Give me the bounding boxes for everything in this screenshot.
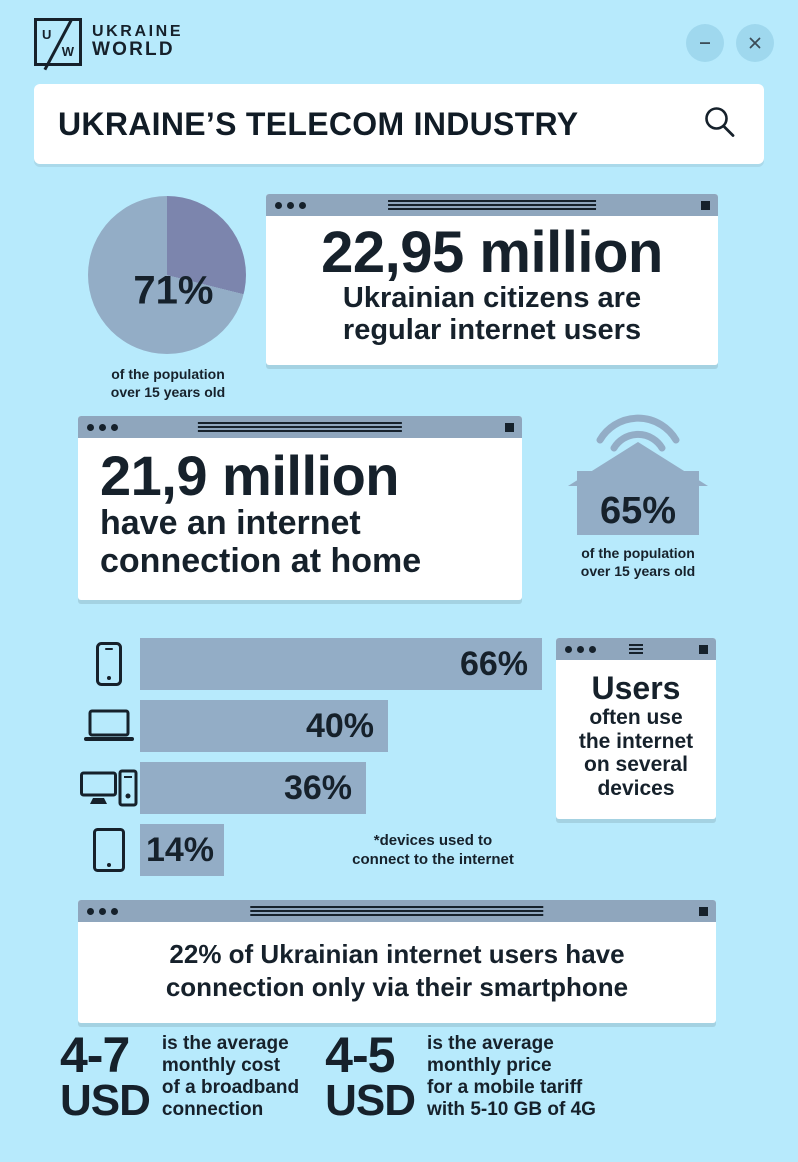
window-dot-icon — [565, 646, 572, 653]
smartphone-only-line-2: connection only via their smartphone — [165, 971, 629, 1002]
bar-value-tablet: 14% — [140, 824, 224, 876]
users-card-title: Users — [591, 670, 681, 706]
pie-caption-line-1: of the population — [111, 366, 225, 382]
brand-line-1: UKRAINE — [92, 22, 184, 40]
window-dot-icon — [87, 908, 94, 915]
window-titlebar — [78, 900, 716, 922]
window-square-icon — [699, 907, 708, 916]
internet-users-card — [266, 194, 718, 365]
house-caption-line-1: of the population — [581, 545, 695, 561]
broadband-text-line-4: connection — [161, 1098, 264, 1120]
broadband-text-line-3: of a broadband — [161, 1076, 300, 1098]
price-mobile — [325, 1027, 596, 1125]
bar-row-laptop — [78, 698, 548, 754]
home-connection-card — [78, 416, 522, 600]
home-internet-house-chart — [556, 410, 720, 580]
bar-value-smartphone: 66% — [140, 638, 542, 690]
mobile-text-line-4: with 5-10 GB of 4G — [427, 1098, 596, 1120]
window-dot-icon — [111, 908, 118, 915]
minimize-icon — [697, 35, 713, 51]
broadband-price-value — [60, 1027, 150, 1125]
population-pie-chart — [88, 196, 248, 401]
window-titlebar — [556, 638, 716, 660]
multi-device-users-card — [556, 638, 716, 819]
users-card-line-1: often use — [589, 705, 683, 729]
home-connection-line-1: have an internet — [100, 504, 361, 542]
broadband-text-line-1: is the average — [161, 1032, 289, 1054]
close-button[interactable] — [736, 24, 774, 62]
brand-line-2: WORLD — [92, 39, 175, 61]
brand-name — [92, 24, 183, 61]
home-connection-body — [78, 438, 522, 600]
bar-row-desktop — [78, 760, 548, 816]
logo-letter-u: U — [42, 27, 52, 42]
search-button[interactable] — [700, 103, 738, 146]
home-connection-headline: 21,9 million — [100, 444, 399, 507]
tablet-icon — [78, 828, 140, 872]
devices-bar-chart — [78, 636, 548, 884]
internet-users-line-1: Ukrainian citizens are — [342, 282, 642, 314]
users-card-line-2: the internet — [578, 729, 694, 753]
internet-users-line-2: regular internet users — [342, 314, 642, 347]
house-value-label: 65% — [599, 490, 677, 532]
broadband-price-text — [162, 1033, 299, 1121]
window-controls — [686, 24, 774, 62]
window-square-icon — [505, 423, 514, 432]
internet-users-body — [266, 216, 718, 365]
pie-caption-line-2: over 15 years old — [110, 383, 226, 400]
close-icon — [747, 35, 763, 51]
devices-note-line-1: *devices used to — [373, 832, 493, 849]
broadband-text-line-2: monthly cost — [161, 1054, 281, 1076]
menu-icon[interactable] — [629, 644, 643, 654]
mobile-text-line-1: is the average — [427, 1032, 554, 1054]
window-dot-icon — [577, 646, 584, 653]
bar-value-laptop: 40% — [140, 700, 388, 752]
users-card-body — [556, 660, 716, 819]
internet-users-headline: 22,95 million — [321, 220, 663, 285]
window-dot-icon — [275, 202, 282, 209]
search-icon — [700, 103, 738, 141]
mobile-text-line-3: for a mobile tariff — [427, 1076, 583, 1098]
mobile-price-number: 4-5 — [325, 1027, 395, 1083]
broadband-price-number: 4-7 — [60, 1027, 130, 1083]
page-title-bar — [34, 84, 764, 164]
mobile-price-text — [427, 1033, 596, 1121]
pricing-section — [60, 1027, 750, 1125]
broadband-price-currency: USD — [60, 1075, 150, 1125]
app-header — [0, 0, 798, 84]
page-title: UKRAINE’S TELECOM INDUSTRY — [58, 105, 579, 142]
window-dot-icon — [99, 908, 106, 915]
price-broadband — [60, 1027, 300, 1125]
window-dot-icon — [299, 202, 306, 209]
laptop-icon — [78, 707, 140, 745]
logo-mark-icon — [34, 18, 82, 66]
window-address-lines-icon — [388, 200, 596, 210]
window-titlebar — [266, 194, 718, 216]
house-graphic — [558, 410, 718, 535]
window-titlebar — [78, 416, 522, 438]
users-card-line-4: devices — [597, 777, 675, 801]
house-caption — [556, 545, 720, 580]
smartphone-icon — [78, 642, 140, 686]
devices-note-line-2: connect to the internet — [352, 850, 514, 868]
window-address-lines-icon — [198, 422, 402, 432]
smartphone-only-body — [78, 922, 716, 1023]
window-dot-icon — [589, 646, 596, 653]
smartphone-only-line-1: 22% of Ukrainian internet users have — [169, 939, 625, 969]
window-address-lines-icon — [250, 906, 543, 916]
mobile-price-currency: USD — [325, 1075, 416, 1125]
smartphone-only-card — [78, 900, 716, 1023]
home-connection-line-2: connection at home — [100, 542, 422, 581]
window-square-icon — [701, 201, 710, 210]
logo-letter-w: W — [61, 44, 74, 59]
pie-value-label: 71% — [133, 268, 214, 313]
bar-value-desktop: 36% — [140, 762, 366, 814]
mobile-text-line-2: monthly price — [427, 1054, 552, 1076]
pie-caption — [88, 366, 248, 401]
window-square-icon — [699, 645, 708, 654]
minimize-button[interactable] — [686, 24, 724, 62]
brand-logo — [34, 18, 183, 66]
pie-graphic — [88, 196, 246, 354]
users-card-line-3: on several — [584, 753, 688, 777]
window-dot-icon — [287, 202, 294, 209]
house-caption-line-2: over 15 years old — [580, 562, 696, 579]
window-dot-icon — [99, 424, 106, 431]
desktop-pc-icon — [78, 768, 140, 808]
window-dot-icon — [111, 424, 118, 431]
window-dot-icon — [87, 424, 94, 431]
bar-row-smartphone — [78, 636, 548, 692]
mobile-price-value — [325, 1027, 416, 1125]
devices-chart-note — [318, 832, 548, 870]
